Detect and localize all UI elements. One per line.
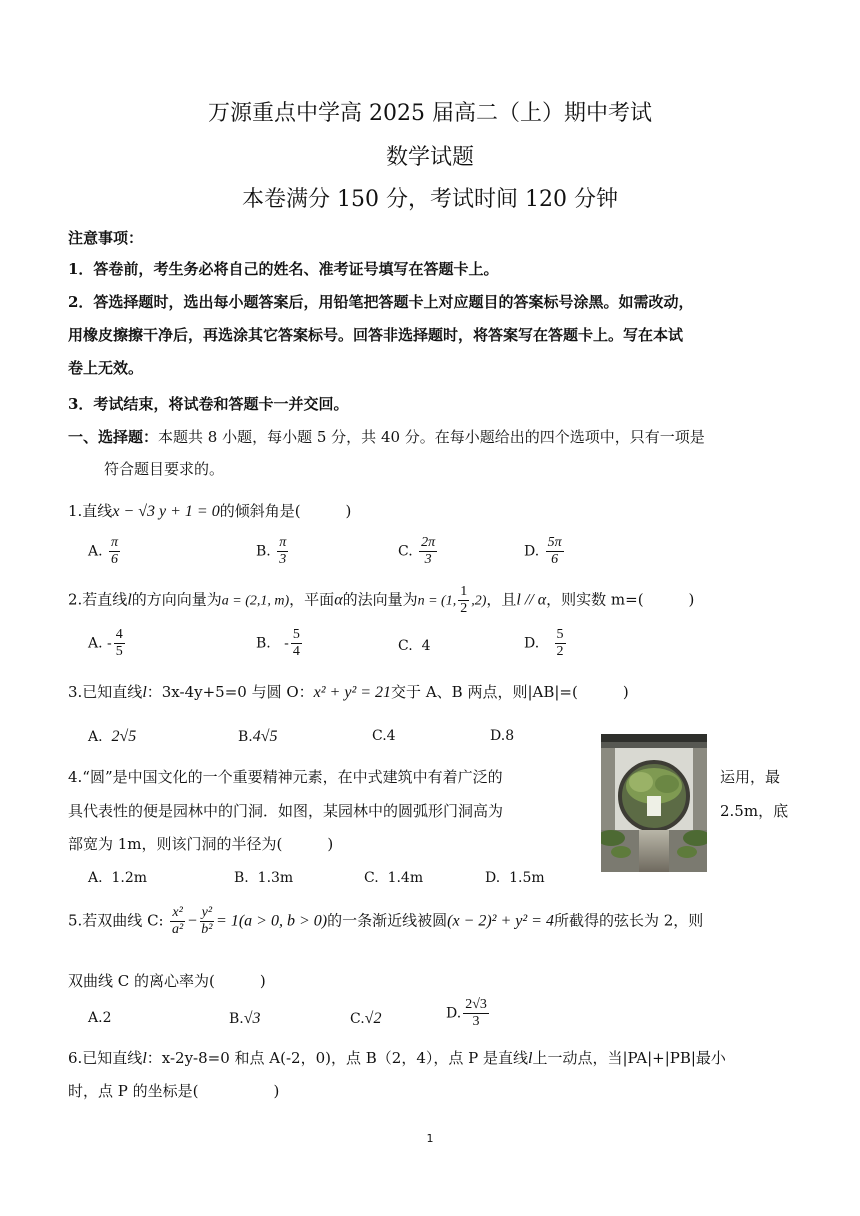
q2-half-fraction: $\frac{1}{2}$: [460, 584, 468, 616]
option-text: 4: [421, 638, 431, 654]
option-text: 1.4m: [387, 870, 424, 886]
option-text: 8: [505, 728, 515, 744]
q3-circle-equation: x² + y² = 21: [313, 684, 392, 701]
option-fraction: $\frac{2√3}{3}$: [465, 997, 487, 1029]
q5-x-fraction: $\frac{\text{x²}}{\text{a²}}$: [172, 905, 184, 937]
notice-item-2-line-1: 2．答选择题时，选出每小题答案后，用铅笔把答题卡上对应题目的答案标号涂黑。如需改动，: [68, 293, 694, 311]
option-label: C.: [398, 543, 413, 560]
option-label: B.: [256, 543, 271, 560]
option-sign: -: [107, 635, 112, 652]
question-4-line-1-right: 运用，最: [720, 768, 781, 786]
q2-text: ，且: [486, 590, 517, 609]
notice-item-2-line-3: 卷上无效。: [68, 359, 144, 377]
q2-text: ，则实数 m=( ): [546, 590, 695, 609]
section-1-heading: [68, 426, 705, 447]
section-1-label: 一、选择题：: [68, 428, 159, 446]
q2-plane-var: α: [334, 591, 343, 609]
q3-text: 3.已知直线: [68, 683, 143, 701]
notice-item-1: 1．答卷前，考生务必将自己的姓名、准考证号填写在答题卡上。: [68, 260, 499, 278]
option-label: A.: [88, 729, 103, 745]
question-3-option-b: [238, 728, 278, 746]
option-fraction: $\frac{\pi}{3}$: [279, 535, 287, 567]
option-fraction: $\frac{4}{5}$: [115, 627, 123, 659]
q2-condition: l // α: [516, 591, 547, 609]
question-4-line-2-left: 具代表性的便是园林中的门洞．如图，某园林中的圆弧形门洞高为: [68, 802, 504, 820]
section-1-desc-line-2: 符合题目要求的。: [104, 460, 225, 478]
option-text: 4: [386, 728, 396, 744]
q2-vector-a: a = (2,1, m): [221, 593, 290, 609]
option-label: D.: [524, 543, 540, 560]
question-1-option-a: [88, 536, 122, 567]
option-text: √3: [243, 1010, 261, 1027]
q5-minus: −: [186, 912, 198, 930]
option-label: A.: [88, 1010, 103, 1026]
option-sign: -: [284, 635, 289, 652]
moon-gate-illustration: [601, 734, 707, 872]
exam-subject: 数学试题: [385, 145, 474, 170]
option-label: A.: [88, 635, 103, 652]
notice-item-2-line-2: 用橡皮擦擦干净后，再选涂其它答案标号。回答非选择题时，将答案写在答题卡上。写在本试: [68, 326, 684, 344]
question-4-option-c: [364, 870, 423, 886]
question-5-option-b: [229, 1010, 261, 1028]
exam-info: 本卷满分 150 分，考试时间 120 分钟: [242, 187, 618, 212]
question-5: [68, 906, 703, 937]
option-label: D.: [485, 870, 501, 886]
question-6-line-2: 时，点 P 的坐标是( ): [68, 1082, 280, 1100]
q3-text: 交于 A、B 两点，则|AB|=( ): [391, 683, 629, 701]
q6-line-var: l: [142, 1050, 147, 1067]
question-4-line-3: 部宽为 1m，则该门洞的半径为( ): [68, 835, 334, 853]
notice-item-3: 3．考试结束，将试卷和答题卡一并交回。: [68, 395, 349, 413]
page-number: 1: [426, 1132, 434, 1145]
section-1-desc: 本题共 8 小题，每小题 5 分，共 40 分。在每小题给出的四个选项中，只有一项是: [158, 428, 705, 446]
option-text: 2√5: [111, 728, 137, 745]
question-2-option-b: [256, 628, 304, 659]
option-label: B.: [229, 1011, 244, 1027]
question-4-option-d: [485, 870, 545, 886]
option-text: 1.3m: [257, 870, 294, 886]
question-5-line-2: 双曲线 C 的离心率为( ): [68, 972, 266, 990]
option-label: A.: [88, 870, 103, 886]
option-text: 4√5: [252, 728, 278, 745]
question-3-option-a: [88, 728, 136, 746]
question-6: [68, 1047, 726, 1068]
q5-circle-equation: (x − 2)² + y² = 4: [447, 912, 554, 930]
q2-text: 的方向向量为: [131, 590, 222, 609]
question-5-option-d: [446, 998, 491, 1029]
question-4-line-1-left: 4.“圆”是中国文化的一个重要精神元素，在中式建筑中有着广泛的: [68, 768, 503, 786]
question-4-option-a: [88, 870, 147, 886]
option-text: 1.5m: [509, 870, 545, 886]
question-3-option-c: [372, 728, 396, 744]
question-2-option-d: [524, 628, 568, 659]
question-2: [68, 585, 694, 616]
option-label: A.: [88, 543, 103, 560]
q5-y-fraction: $\frac{\text{y²}}{\text{b²}}$: [201, 905, 213, 937]
option-label: B.: [234, 870, 249, 886]
option-label: B.: [238, 729, 253, 745]
option-fraction: $\frac{5}{2}$: [556, 627, 564, 659]
option-fraction: $\frac{5}{4}$: [292, 627, 300, 659]
q6-line-var: l: [528, 1050, 533, 1067]
option-text: 1.2m: [111, 870, 148, 886]
q3-text: ：3x-4y+5=0 与圆 O：: [146, 683, 314, 701]
question-4-option-b: [234, 870, 293, 886]
option-fraction: $\frac{5\pi}{6}$: [547, 535, 562, 567]
question-1: [68, 500, 351, 521]
q5-equation-rest: = 1(a > 0, b > 0): [216, 912, 328, 930]
q3-line-var: l: [142, 684, 147, 701]
question-1-equation: x − √3 y + 1 = 0: [112, 503, 220, 520]
option-label: C.: [398, 638, 413, 654]
q2-line-var: l: [127, 591, 132, 609]
q5-text: 的一条渐近线被圆: [327, 911, 448, 930]
question-1-option-b: [256, 536, 290, 567]
q6-text: 上一动点，当|PA|+|PB|最小: [532, 1049, 726, 1067]
question-1-prefix: 1.直线: [68, 502, 113, 520]
question-1-option-d: [524, 536, 566, 567]
q2-vector-n: n = (1,: [417, 593, 457, 609]
question-2-option-c: [398, 638, 431, 654]
option-label: D.: [490, 728, 506, 744]
question-1-suffix: 的倾斜角是( ): [219, 502, 352, 520]
q2-text: 的法向量为: [342, 590, 418, 609]
question-5-option-a: [88, 1010, 111, 1026]
option-label: B.: [256, 635, 271, 652]
q2-text: 2.若直线: [68, 590, 128, 609]
option-text: √2: [364, 1010, 382, 1027]
moon-gate-photo: [601, 734, 707, 872]
option-label: C.: [372, 728, 387, 744]
option-fraction: $\frac{\pi}{6}$: [111, 535, 119, 567]
question-2-option-a: [88, 628, 127, 659]
q2-vector-n-end: ,2): [471, 593, 487, 609]
exam-title: 万源重点中学高 2025 届高二（上）期中考试: [208, 101, 652, 126]
option-label: D.: [446, 1005, 462, 1022]
question-5-option-c: [350, 1010, 381, 1028]
q2-text: ，平面: [289, 590, 335, 609]
question-1-option-c: [398, 536, 439, 567]
option-label: C.: [350, 1011, 365, 1027]
question-3-option-d: [490, 728, 514, 744]
q5-text: 所截得的弦长为 2，则: [553, 911, 704, 930]
option-fraction: $\frac{2\pi}{3}$: [421, 535, 436, 567]
q5-text: 5.若双曲线 C:: [68, 911, 164, 930]
option-label: D.: [524, 635, 540, 652]
option-text: 2: [102, 1010, 112, 1026]
q6-text: ：x-2y-8=0 和点 A(-2，0)，点 B（2，4），点 P 是直线: [146, 1049, 529, 1067]
question-4-line-2-right: 2.5m，底: [720, 802, 789, 820]
notice-heading: 注意事项：: [68, 229, 144, 247]
question-3: [68, 681, 629, 702]
option-label: C.: [364, 870, 379, 886]
q6-text: 6.已知直线: [68, 1049, 143, 1067]
